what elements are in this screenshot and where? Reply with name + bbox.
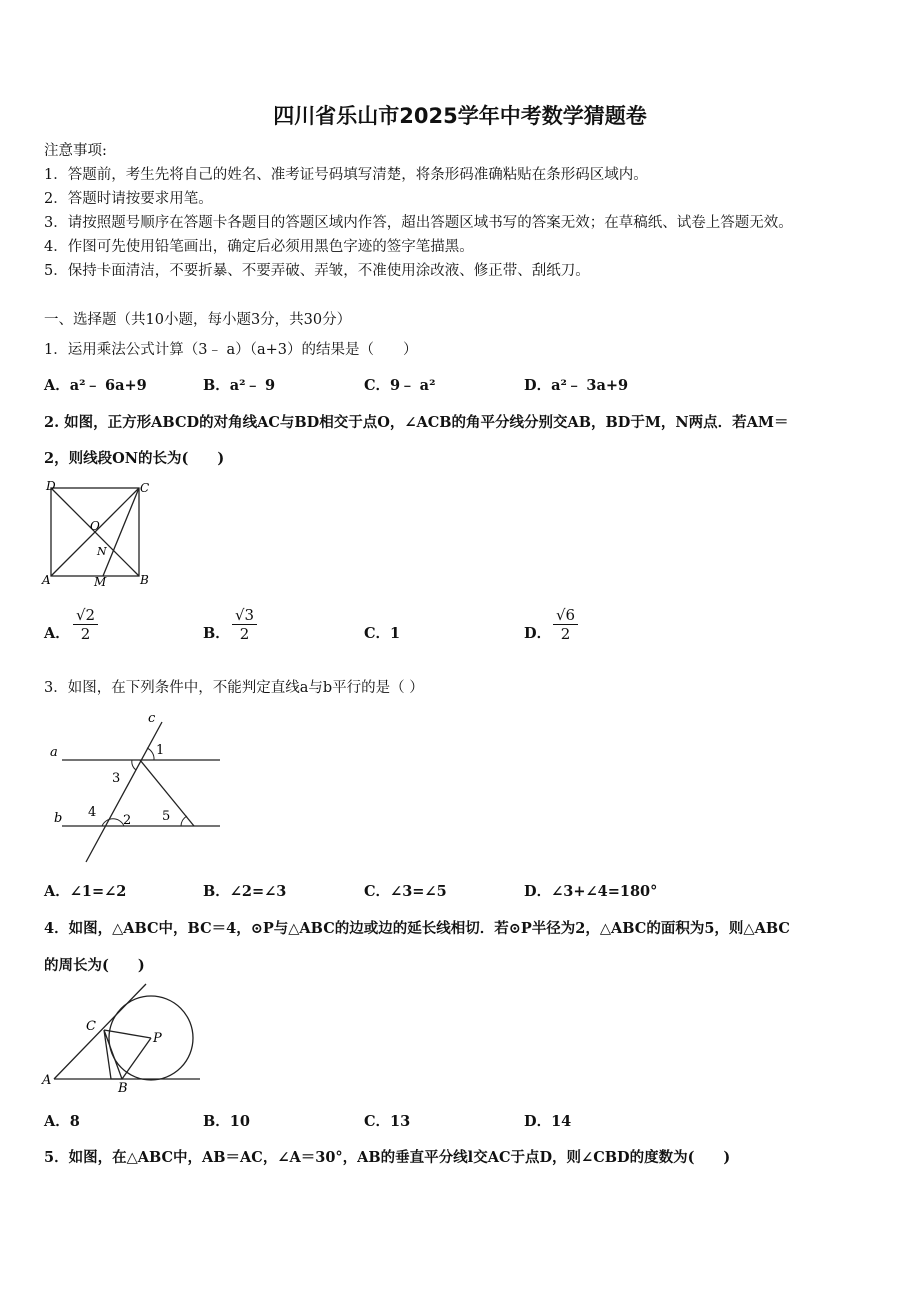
q2-option-b-label: B． <box>203 625 230 642</box>
label-a: A <box>42 573 51 587</box>
q4-option-b: B．10 <box>203 1113 250 1130</box>
question-4-line2: 的周长为( ) <box>44 957 145 974</box>
q2-d-numerator: √6 <box>553 606 578 625</box>
section-heading: 一、选择题（共10小题，每小题3分，共30分） <box>44 312 352 328</box>
triangle-circle-diagram <box>40 980 210 1098</box>
q2-option-d-label: D． <box>524 625 552 642</box>
question-3-text: 3．如图，在下列条件中，不能判定直线a与b平行的是（ ） <box>44 680 424 696</box>
q3-option-b: B．∠2=∠3 <box>203 883 287 900</box>
question-1-text: 1．运用乘法公式计算（3﹣ a）（a+3）的结果是（ ） <box>44 342 418 358</box>
note-item: 3．请按照题号顺序在答题卡各题目的答题区域内作答，超出答题区域书写的答案无效；在草稿纸、试卷上答题无效。 <box>44 215 793 231</box>
label-a: A <box>42 1073 52 1088</box>
notes-heading: 注意事项: <box>44 143 107 159</box>
label-angle-1: 1 <box>156 743 165 758</box>
note-item: 2．答题时请按要求用笔。 <box>44 191 213 207</box>
label-n: N <box>97 545 107 558</box>
label-b: B <box>140 573 149 587</box>
q2-b-denominator: 2 <box>239 625 250 643</box>
parallel-lines-diagram <box>44 708 234 868</box>
note-item: 5．保持卡面清洁，不要折暴、不要弄破、弄皱，不准使用涂改液、修正带、刮纸刀。 <box>44 263 590 279</box>
question-2-line1: 2. 如图，正方形ABCD的对角线AC与BD相交于点O，∠ACB的角平分线分别交AB，BD于M，N两点．若AM＝ <box>44 414 789 431</box>
q2-a-numerator: √2 <box>73 606 98 625</box>
label-p: P <box>153 1031 162 1046</box>
label-line-c: c <box>148 711 156 726</box>
label-d: D <box>46 479 56 493</box>
label-angle-3: 3 <box>112 771 121 786</box>
label-b: B <box>118 1081 128 1096</box>
note-item: 1．答题前，考生先将自己的姓名、准考证号码填写清楚，将条形码准确粘贴在条形码区域内。 <box>44 167 648 183</box>
q2-option-d-fraction <box>553 606 578 643</box>
label-o: O <box>90 519 100 533</box>
q2-d-denominator: 2 <box>560 625 571 643</box>
label-c: C <box>86 1019 96 1034</box>
label-angle-5: 5 <box>162 809 171 824</box>
q1-option-d: D．a²﹣ 3a+9 <box>524 377 629 394</box>
q2-option-a-fraction <box>73 606 98 643</box>
q1-option-c: C．9﹣ a² <box>364 377 436 394</box>
question-5-text: 5．如图，在△ABC中，AB＝AC，∠A＝30°，AB的垂直平分线l交AC于点D，则∠CBD的度数为( ) <box>44 1149 731 1166</box>
question-4-line1: 4．如图，△ABC中，BC＝4，⊙P与△ABC的边或边的延长线相切．若⊙P半径为2，△ABC的面积为5，则△ABC <box>44 920 790 937</box>
q2-b-numerator: √3 <box>232 606 257 625</box>
label-m: M <box>94 575 107 589</box>
q2-option-b-fraction <box>232 606 257 643</box>
square-diagram <box>38 478 158 590</box>
label-line-a: a <box>50 745 58 760</box>
label-c: C <box>140 481 150 495</box>
question-2-line2: 2，则线段ON的长为( ) <box>44 450 225 467</box>
q3-option-a: A．∠1=∠2 <box>44 883 127 900</box>
note-item: 4．作图可先使用铅笔画出，确定后必须用黑色字迹的签字笔描黑。 <box>44 239 474 255</box>
q1-option-b: B．a²﹣ 9 <box>203 377 276 394</box>
q3-option-c: C．∠3=∠5 <box>364 883 447 900</box>
page-title: 四川省乐山市2025学年中考数学猜题卷 <box>273 104 647 128</box>
q2-a-denominator: 2 <box>80 625 91 643</box>
label-line-b: b <box>54 811 63 826</box>
q2-option-a-label: A． <box>44 625 70 642</box>
q3-option-d: D．∠3+∠4=180° <box>524 883 658 900</box>
q4-option-a: A．8 <box>44 1113 80 1130</box>
q4-option-c: C．13 <box>364 1113 411 1130</box>
q1-option-a: A．a²﹣ 6a+9 <box>44 377 147 394</box>
q4-option-d: D．14 <box>524 1113 572 1130</box>
q2-option-c: C．1 <box>364 625 401 642</box>
label-angle-4: 4 <box>88 805 97 820</box>
label-angle-2: 2 <box>123 813 132 828</box>
